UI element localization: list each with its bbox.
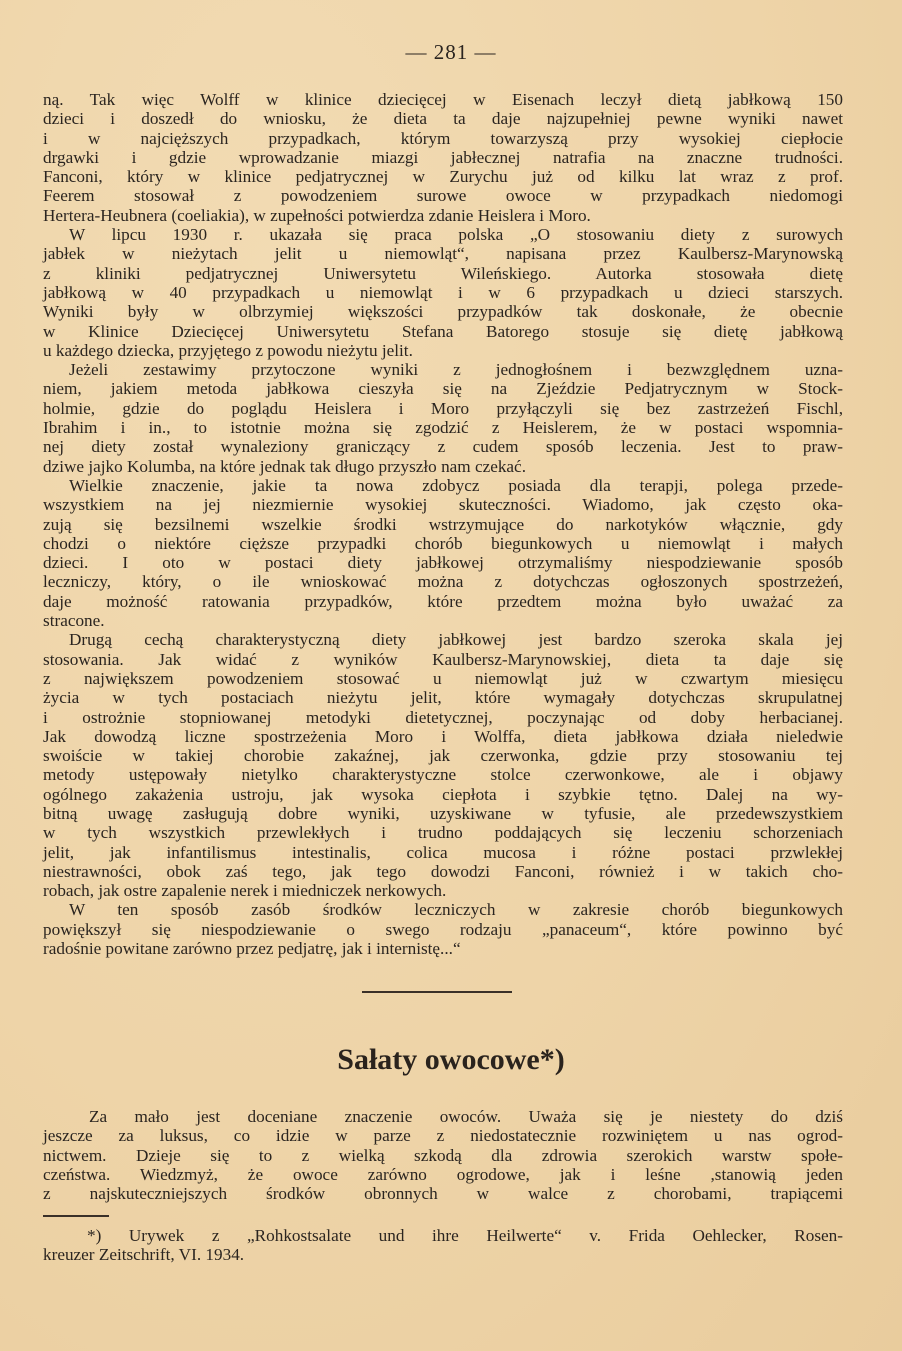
paragraph [43, 630, 843, 900]
text-line: radośnie powitane zarówno przez pedjatrę, jak i internistę...“ [43, 939, 461, 959]
text-line: jelit, jak infantilismus intestinalis, colica mucosa i różne postaci przwlekłej [43, 842, 843, 862]
text-line: zują się bezsilnemi wszelkie środki wstrzymujące do narkotyków włącznie, gdy [43, 514, 843, 534]
text-line: nej diety został wynaleziony graniczący z cudem sposób leczenia. Jest to praw- [43, 437, 843, 457]
paragraph [43, 900, 843, 958]
text-line: w Klinice Dziecięcej Uniwersytetu Stefana Batorego stosuje się dietę jabłkową [43, 321, 843, 341]
text-line: dziwe jajko Kolumba, na które jednak tak długo przyszło nam czekać. [43, 456, 526, 476]
text-line: Fanconi, który w klinice pedjatrycznej w Zurychu już od kilku lat wraz z prof. [43, 167, 843, 187]
text-line: jeszcze za luksus, co idzie w parze z niedostatecznie rozwiniętem u nas ogrod- [43, 1126, 843, 1146]
text-line: stosowania. Jak widać z wyników Kaulbersz-Marynowskiej, dieta ta daje się [43, 649, 843, 669]
text-line: Drugą cechą charakterystyczną diety jabłkowej jest bardzo szeroka skala jej [69, 630, 843, 650]
section-separator [362, 991, 512, 993]
text-line: Jak dowodzą liczne spostrzeżenia Moro i Wolffa, dieta jabłkowa działa nieledwie [43, 726, 843, 746]
text-line: Wyniki były w olbrzymiej większości przypadków tak doskonałe, że obecnie [43, 302, 843, 322]
text-line: bitną uwagę zasługują dobre wyniki, uzyskiwane w tyfusie, ale przedewszystkiem [43, 803, 843, 823]
section-title: Sałaty owocowe*) [337, 1043, 565, 1076]
text-line: u każdego dziecka, przyjętego z powodu nieżytu jelit. [43, 340, 413, 360]
text-line: metody ustępowały nietylko charakterystyczne stolce czerwonkowe, ale i objawy [43, 765, 843, 785]
paragraph [43, 225, 843, 360]
section-paragraph [43, 1107, 843, 1203]
text-line: Za mało jest doceniane znaczenie owoców. Uważa się je niestety do dziś [89, 1107, 843, 1126]
text-line: z kliniki pedjatrycznej Uniwersytetu Wileńskiego. Autorka stosowała dietę [43, 263, 843, 283]
text-line: leczniczy, który, o ile wnioskować można z dotychczas ogłoszonych spostrzeżeń, [43, 572, 843, 592]
text-line: Jeżeli zestawimy przytoczone wyniki z jednogłośnem i bezwzględnem uzna- [69, 360, 843, 380]
paragraph [43, 360, 843, 476]
text-line: drgawki i gdzie wprowadzanie miazgi jabłecznej natrafia na znaczne trudności. [43, 147, 843, 167]
text-line: niem, jakiem metoda jabłkowa cieszyła się na Zjeździe Pedjatrycznym w Stock- [43, 379, 843, 399]
text-line: robach, jak ostre zapalenie nerek i miedniczek nerkowych. [43, 881, 447, 901]
text-line: jabłkową w 40 przypadkach u niemowląt i w 6 przypadkach u dzieci starszych. [43, 282, 843, 302]
text-line: i ostrożnie stopniowanej metodyki dietetycznej, poczynając od doby herbacianej. [43, 707, 843, 727]
text-line: z największem powodzeniem stosować u niemowląt już w czwartym miesięcu [43, 668, 843, 688]
footnote-rule [43, 1215, 109, 1217]
text-line: ną. Tak więc Wolff w klinice dziecięcej w Eisenach leczył dietą jabłkową 150 [43, 90, 843, 109]
text-line: W lipcu 1930 r. ukazała się praca polska „O stosowaniu diety z surowych [69, 225, 843, 245]
text-line: W ten sposób zasób środków leczniczych w zakresie chorób biegunkowych [69, 900, 843, 920]
text-line: czeństwa. Wiedzmyż, że owoce zarówno ogrodowe, jak i leśne ,stanowią jeden [43, 1164, 843, 1184]
text-line: ogólnego zakażenia ustroju, jak wysoka ciepłota i szybkie tętno. Dalej na wy- [43, 784, 843, 804]
text-line: dzieci. I oto w postaci diety jabłkowej otrzymaliśmy niespodziewanie sposób [43, 553, 843, 573]
text-line: życia w tych postaciach nieżytu jelit, które wymagały dotychczas skrupulatnej [43, 688, 843, 708]
text-line: jabłek w nieżytach jelit u niemowląt“, napisana przez Kaulbersz-Marynowską [43, 244, 843, 264]
text-line: daje możność ratowania przypadków, które przedtem można było uważać za [43, 591, 843, 611]
text-line: i w najcięższych przypadkach, którym towarzyszą przy wysokiej ciepłocie [43, 128, 843, 148]
text-line: powiększył się niespodziewanie o swego rodzaju „panaceum“, które powinno być [43, 919, 843, 939]
footnote [43, 1226, 843, 1265]
paragraph [43, 90, 843, 225]
text-line: *) Urywek z „Rohkostsalate und ihre Heilwerte“ v. Frida Oehlecker, Rosen- [87, 1226, 843, 1245]
text-line: holmie, gdzie do poglądu Heislera i Moro przyłączyli się bez zastrzeżeń Fischl, [43, 398, 843, 418]
text-line: w tych wszystkich przewlekłych i trudno poddających się leczeniu schorzeniach [43, 823, 843, 843]
body-text [43, 90, 843, 958]
text-line: Ibrahim i in., to istotnie można się zgodzić z Heislerem, że w postaci wspomnia- [43, 418, 843, 438]
text-line: nictwem. Dzieje się to z wielką szkodą dla zdrowia szerokich warstw społe- [43, 1145, 843, 1165]
text-line: Wielkie znaczenie, jakie ta nowa zdobycz posiada dla terapji, polega przede- [69, 475, 843, 495]
text-line: Feerem stosował z powodzeniem surowe owoce w przypadkach niedomogi [43, 186, 843, 206]
text-line: stracone. [43, 611, 105, 631]
paragraph [43, 476, 843, 630]
page-number: — 281 — [405, 40, 497, 64]
text-line: swoiście w takiej chorobie zakaźnej, jak czerwonka, gdzie przy stosowaniu tej [43, 746, 843, 766]
text-line: dzieci i doszedł do wniosku, że dieta ta daje najzupełniej pewne wyniki nawet [43, 109, 843, 129]
text-line: Hertera-Heubnera (coeliakia), w zupełności potwierdza zdanie Heislera i Moro. [43, 205, 591, 225]
text-line: chodzi o niektóre cięższe przypadki chorób biegunkowych u niemowląt i małych [43, 533, 843, 553]
text-line: z najskuteczniejszych środków obronnych w walce z chorobami, trapiącemi [43, 1184, 843, 1204]
text-line: niestrawności, obok zaś tego, jak tego dowodzi Fanconi, również i w takich cho- [43, 861, 843, 881]
text-line: wszystkiem na jej niezmiernie wysokiej skuteczności. Wiadomo, jak często oka- [43, 495, 843, 515]
text-line: kreuzer Zeitschrift, VI. 1934. [43, 1245, 245, 1265]
